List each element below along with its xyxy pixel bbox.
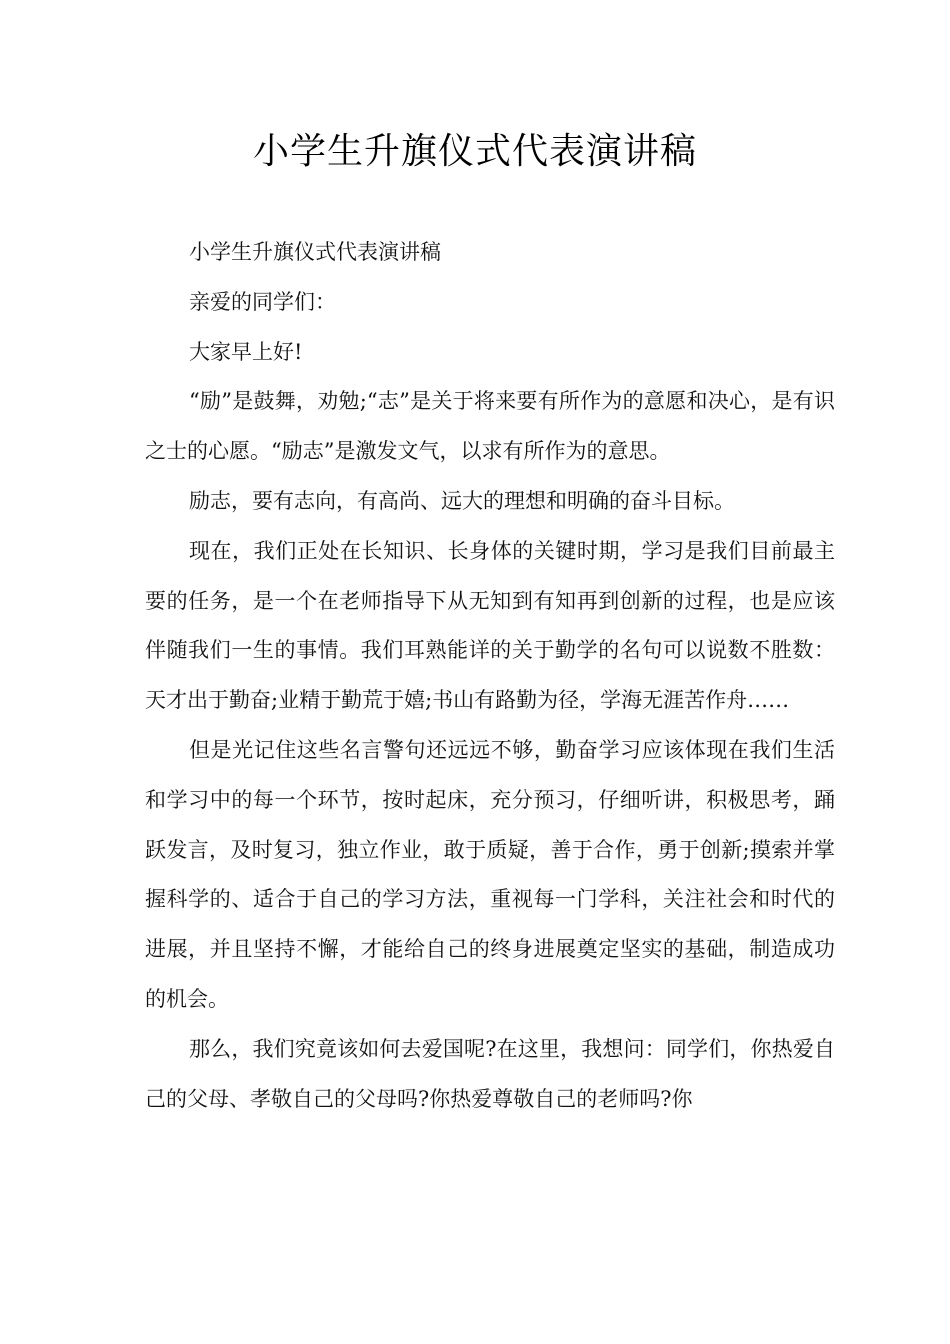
paragraph-patriotism: 那么，我们究竟该如何去爱国呢?在这里，我想问：同学们，你热爱自己的父母、孝敬自己的父母吗?你热爱尊敬自己的老师吗?你 xyxy=(145,1036,835,1111)
paragraph-salutation: 亲爱的同学们： xyxy=(189,289,336,314)
paragraph-definition: “励”是鼓舞，劝勉;“志”是关于将来要有所作为的意愿和决心，是有识之士的心愿。“励志”是激发文气，以求有所作为的意思。 xyxy=(145,389,835,464)
paragraph-diligence: 但是光记住这些名言警句还远远不够，勤奋学习应该体现在我们生活和学习中的每一个环节，按时起床，充分预习，仔细听讲，积极思考，踊跃发言，及时复习，独立作业，敢于质疑，善于合作，勇于创新;摸索并掌握科学的、适合于自己的学习方法，重视每一门学科，关注社会和时代的进展，并且坚持不懈，才能给自己的终身进展奠定坚实的基础，制造成功的机会。 xyxy=(145,737,835,1011)
paragraph-study: 现在，我们正处在长知识、长身体的关键时期，学习是我们目前最主要的任务，是一个在老师指导下从无知到有知再到创新的过程，也是应该伴随我们一生的事情。我们耳熟能详的关于勤学的名句可以说数不胜数：天才出于勤奋;业精于勤荒于嬉;书山有路勤为径，学海无涯苦作舟…… xyxy=(145,538,835,713)
paragraph-heading: 小学生升旗仪式代表演讲稿 xyxy=(189,240,441,264)
document-body xyxy=(145,228,835,1125)
paragraph-aspiration: 励志，要有志向，有高尚、远大的理想和明确的奋斗目标。 xyxy=(189,488,735,513)
paragraph-greeting: 大家早上好! xyxy=(189,339,303,364)
document-title: 小学生升旗仪式代表演讲稿 xyxy=(252,131,697,172)
